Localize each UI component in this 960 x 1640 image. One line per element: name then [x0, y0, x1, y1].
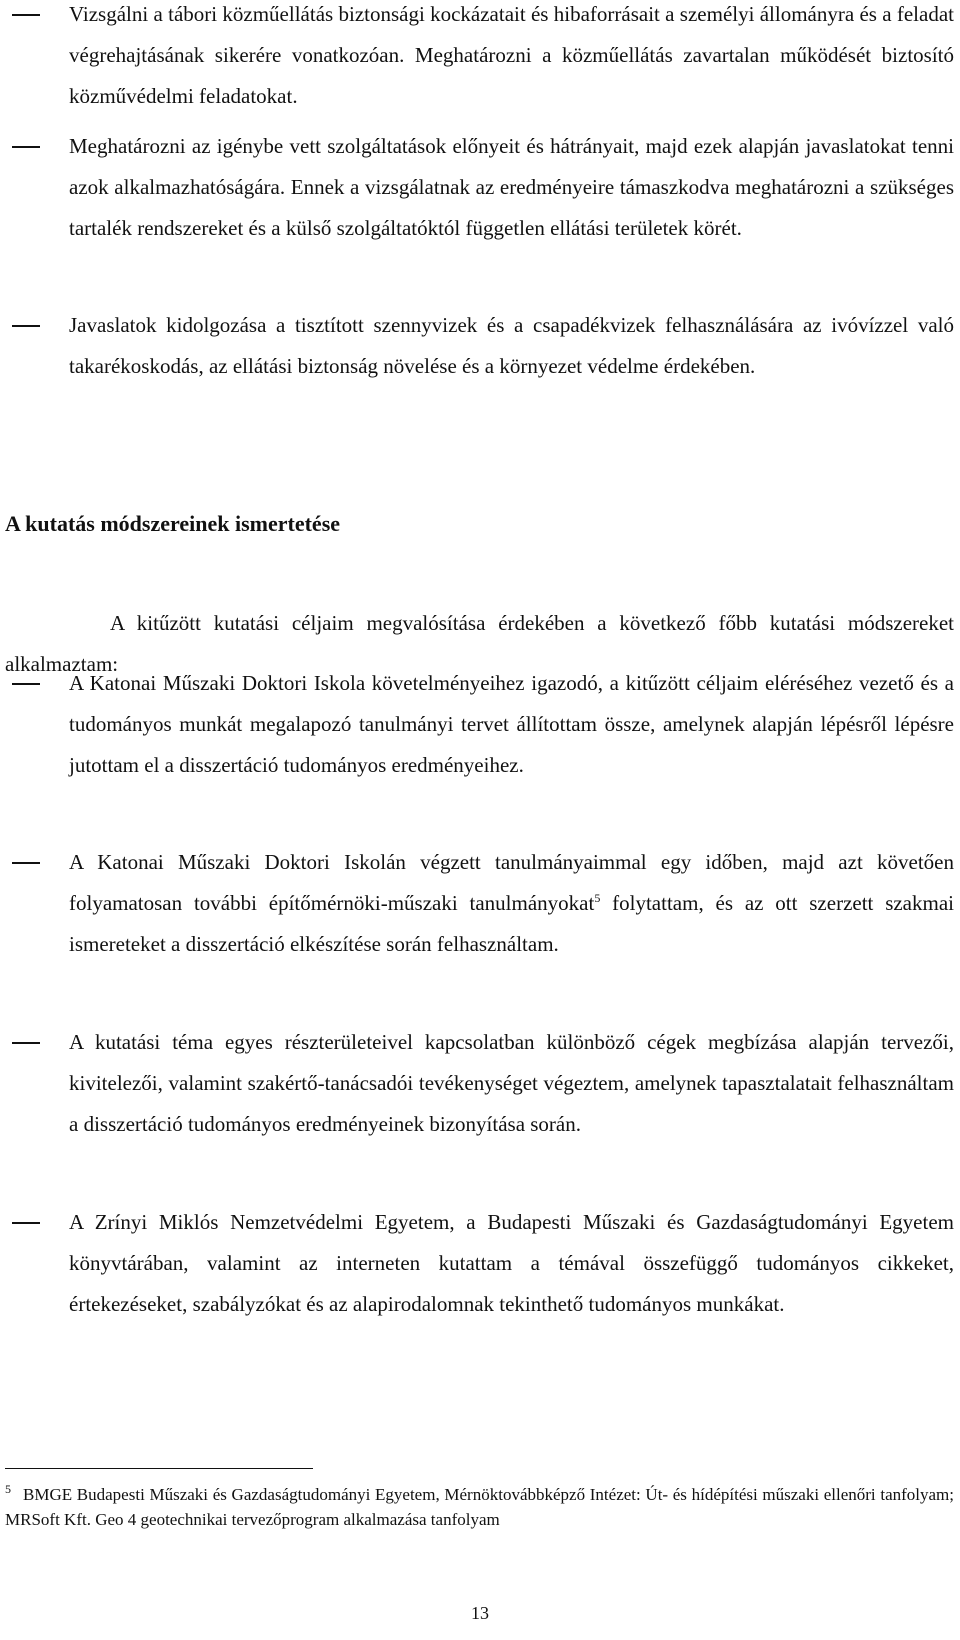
list-item-text: A Katonai Műszaki Doktori Iskola követelményeihez igazodó, a kitűzött céljaim eléréséhez vezető és a tudományos munkát megalapozó tanulmányi tervet állítottam össze, amelynek alapján lépésről lépésre jutottam el a disszertáció tudományos eredményeihez. [69, 671, 954, 777]
section-intro: A kitűzött kutatási céljaim megvalósítása érdekében a következő főbb kutatási módszereket alkalmaztam: [5, 611, 954, 676]
dash-bullet-icon [12, 862, 40, 864]
list-item-text-part: folytattam, és az ott szerzett szakmai ismereteket a disszertáció elkészítése során felhasználtam. [69, 891, 954, 956]
section-heading: A kutatás módszereinek ismertetése [5, 511, 341, 536]
footnote-reference: 5 [594, 891, 601, 905]
dash-bullet-icon [12, 325, 40, 327]
list-item-text-part: A Katonai Műszaki Doktori Iskolán végzett tanulmányaimmal egy időben, majd azt követően folyamatosan további építőmérnöki-műszaki tanulmányokat [69, 850, 954, 915]
footnote-text: BMGE Budapesti Műszaki és Gazdaságtudományi Egyetem, Mérnöktovábbképző Intézet: Út- és hídépítési műszaki ellenőri tanfolyam; MRSoft Kft. Geo 4 geotechnikai tervezőprogram alkalmazása tanfolyam [5, 1485, 954, 1529]
list-item-text: A kutatási téma egyes részterületeivel kapcsolatban különböző cégek megbízása alapján tervezői, kivitelezői, valamint szakértő-tanácsadói tevékenységet végeztem, amelynek tapasztalatait felhasználtam a disszertáció tudományos eredményeinek bizonyítása során. [69, 1030, 954, 1136]
dash-bullet-icon [12, 146, 40, 148]
dash-bullet-icon [12, 1042, 40, 1044]
list-item-text: Meghatározni az igénybe vett szolgáltatások előnyeit és hátrányait, majd ezek alapján javaslatokat tenni azok alkalmazhatóságára. Ennek a vizsgálatnak az eredményeire támaszkodva meghatározni a szükséges tartalék rendszereket és a külső szolgáltatóktól független ellátási területek körét. [69, 134, 954, 240]
dash-bullet-icon [12, 14, 40, 16]
dash-bullet-icon [12, 683, 40, 685]
dash-bullet-icon [12, 1222, 40, 1224]
list-item-text: Javaslatok kidolgozása a tisztított szennyvizek és a csapadékvizek felhasználására az ivóvízzel való takarékoskodás, az ellátási biztonság növelése és a környezet védelme érdekében. [69, 313, 954, 378]
list-item-text: A Zrínyi Miklós Nemzetvédelmi Egyetem, a Budapesti Műszaki és Gazdaságtudományi Egyetem könyvtárában, valamint az interneten kutattam a témával összefüggő tudományos cikkeket, értekezéseket, szabályzókat és az alapirodalomnak tekinthető tudományos munkákat. [69, 1210, 954, 1316]
footnote-separator [5, 1468, 313, 1469]
page-number: 13 [471, 1603, 489, 1623]
list-item-text: Vizsgálni a tábori közműellátás biztonsági kockázatait és hibaforrásait a személyi állományra és a feladat végrehajtásának sikerére vonatkozóan. Meghatározni a közműellátás zavartalan működését biztosító közművédelmi feladatokat. [69, 2, 954, 108]
footnote: $^5$ BMGE Budapesti Műszaki és Gazdaságtudományi Egyetem, Mérnöktovábbképző Intézet: Út- és hídépítési műszaki ellenőri tanfolyam; MRSoft Kft. Geo 4 geotechnikai tervezőprogram alkalmazása tanfolyam [5, 1482, 954, 1529]
list-item-text [69, 842, 954, 965]
